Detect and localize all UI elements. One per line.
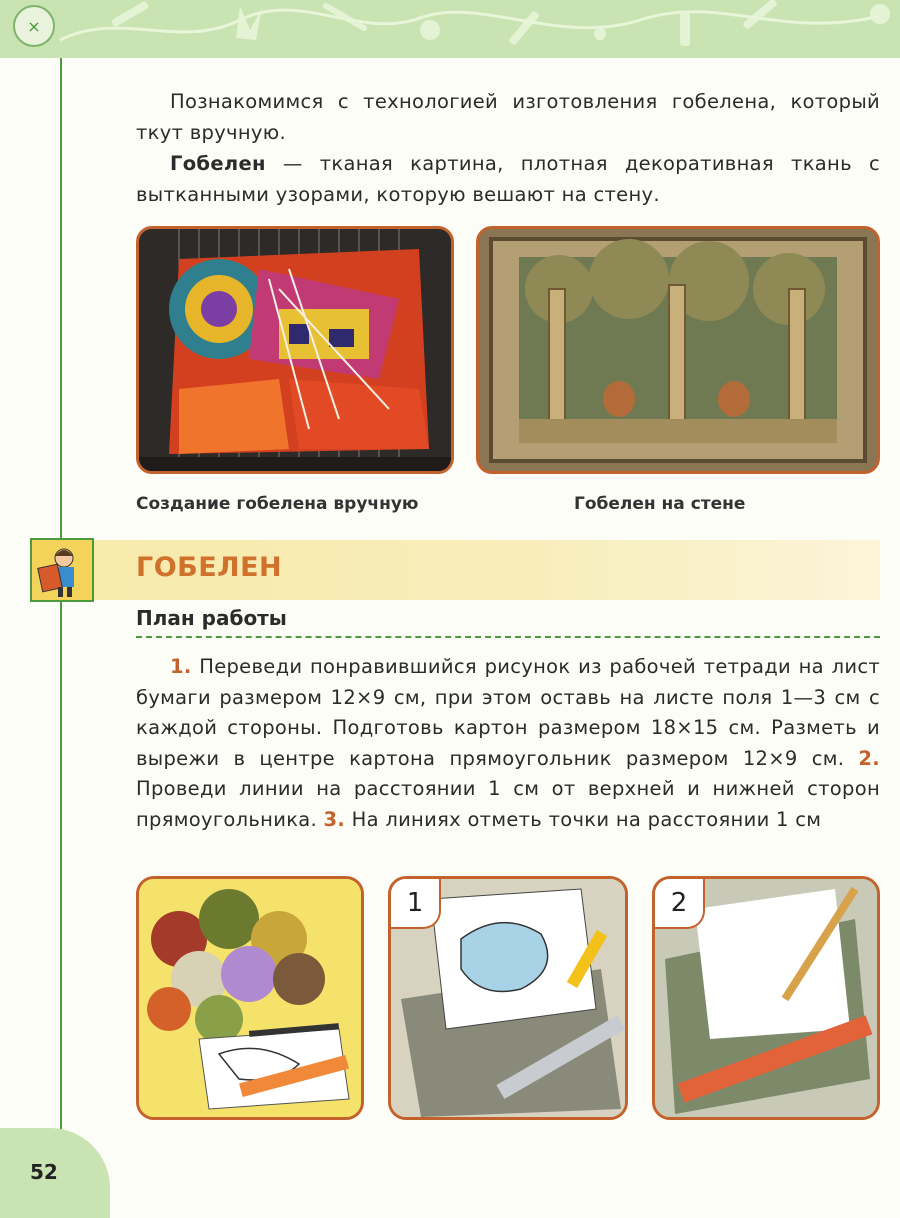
header-decor-band <box>0 0 900 58</box>
page-number: 52 <box>30 1160 58 1184</box>
section-title: ГОБЕЛЕН <box>136 552 283 583</box>
caption-left: Создание гобелена вручную <box>136 494 419 514</box>
plan-heading: План работы <box>136 606 287 630</box>
step-text-1: Переведи понравившийся рисунок из рабочей тетради на лист бумаги размером 12×9 см, при этом оставь на листе поля 1—3 см с каждой стороны. Подготовь картон размером 18×15 см. Разметь и вырежи в центре картона прямоугольник размером 12×9 см. <box>136 655 880 770</box>
x-mark: × <box>27 17 41 36</box>
caption-right: Гобелен на стене <box>574 494 746 514</box>
photo-materials <box>136 876 364 1120</box>
step-number-2: 2. <box>858 746 880 770</box>
boy-with-book-icon <box>32 540 92 600</box>
section-icon <box>30 538 94 602</box>
definition-paragraph <box>136 148 880 210</box>
step-number-3: 3. <box>323 807 346 831</box>
step-tag-2: 2 <box>655 879 705 929</box>
left-margin-rule <box>60 58 62 1200</box>
step-text-3: На линиях отметь точки на расстоянии 1 см <box>345 807 822 831</box>
photo-tapestry-making <box>136 226 454 474</box>
step-number-1: 1. <box>170 655 192 678</box>
intro-line: Познакомимся с технологией изготовления гобелена, который ткут вручную. <box>136 90 880 144</box>
step-text-2: Проведи линии на расстоянии 1 см от верхней и нижней сторон прямоугольника. <box>136 777 880 831</box>
tapestry-wall-illustration <box>479 229 877 471</box>
photo-tapestry-wall <box>476 226 880 474</box>
tapestry-loom-illustration <box>139 229 451 471</box>
definition-text: — тканая картина, плотная декоративная ткань с вытканными узорами, которую вешают на стену. <box>136 152 880 206</box>
step-tag-1: 1 <box>391 879 441 929</box>
photo-step-1 <box>388 876 628 1120</box>
plan-paragraph <box>136 652 880 835</box>
photo-step-2 <box>652 876 880 1120</box>
dashed-divider <box>136 636 880 638</box>
yarn-and-tools-illustration <box>139 879 361 1117</box>
definition-term: Гобелен <box>170 152 266 175</box>
craft-tools-decor <box>0 0 900 58</box>
intro-paragraph <box>136 86 880 148</box>
